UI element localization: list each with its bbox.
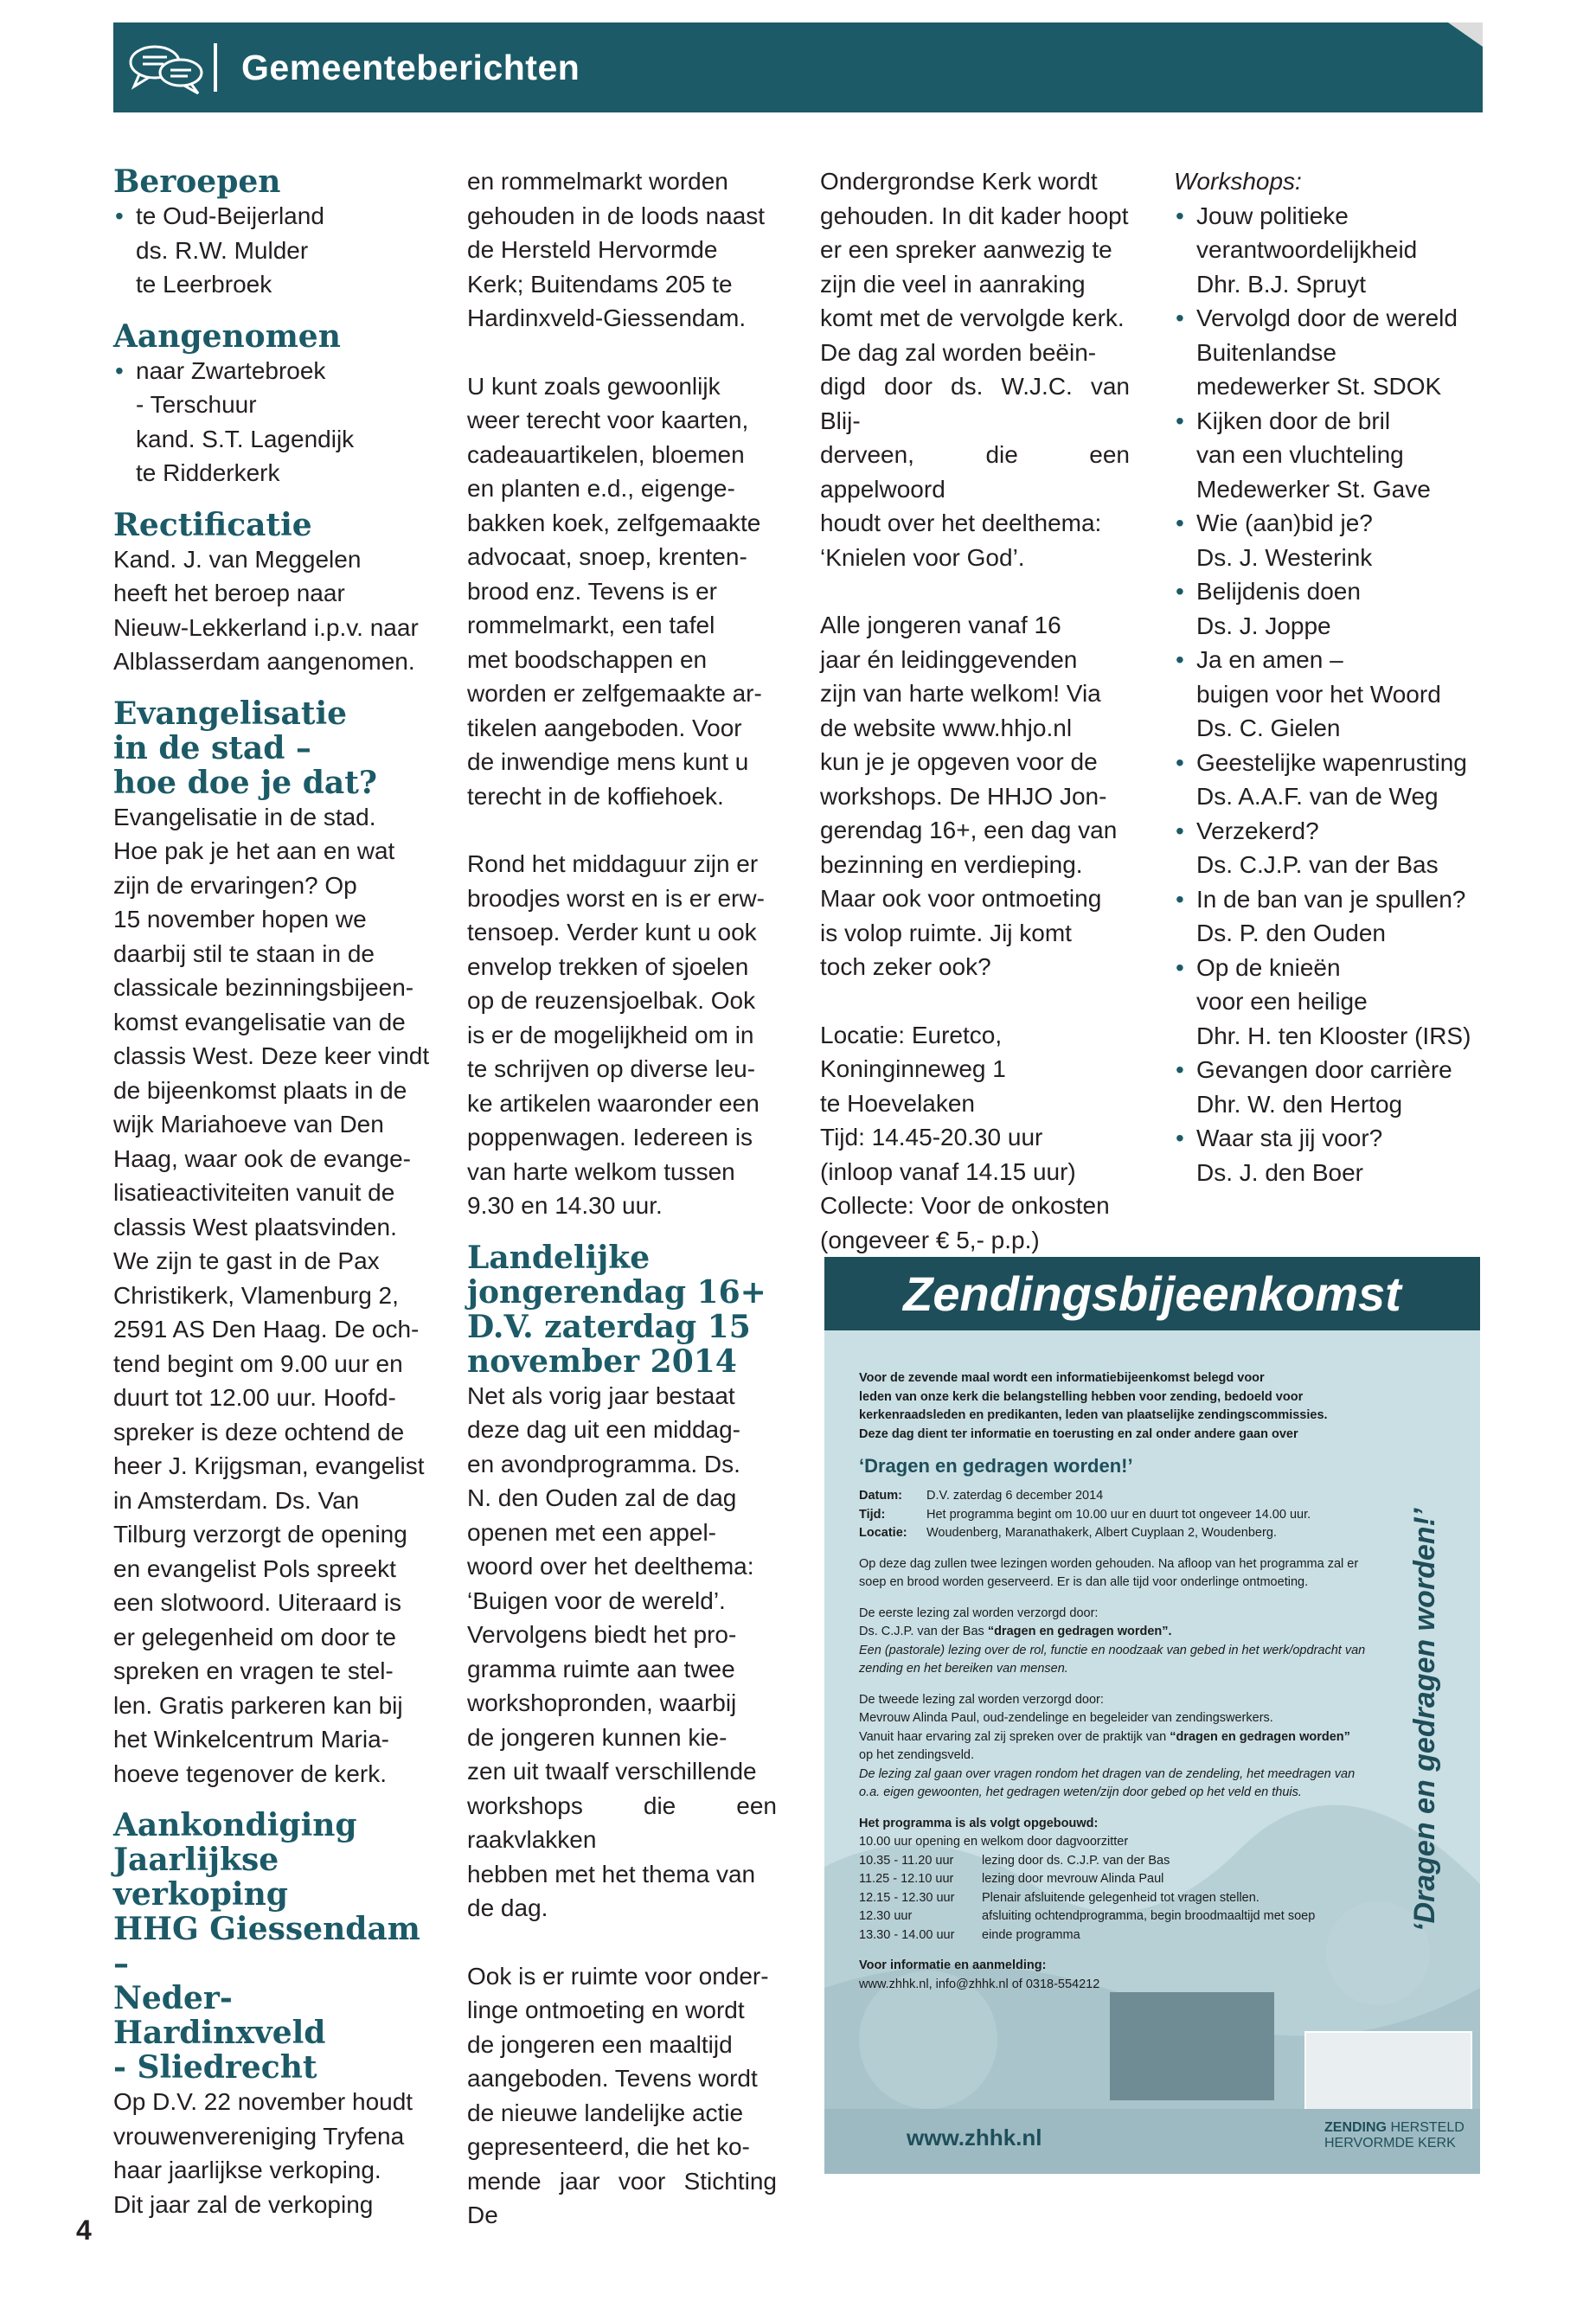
program-row: [859, 1907, 1413, 1926]
lezing-2-speaker: Mevrouw Alinda Paul, oud-zendelinge en begeleider van zendingswerkers.: [859, 1711, 1273, 1725]
text-line: U kunt zoals gewoonlijk: [467, 372, 721, 400]
text-line: spreker is deze ochtend de: [113, 1418, 405, 1445]
speech-bubbles-icon: [127, 40, 205, 95]
text-line: linge ontmoeting en wordt: [467, 1997, 745, 2023]
detail-row: [859, 1506, 1413, 1525]
text-line: bakken koek, zelfgemaakte: [467, 509, 761, 536]
text-line: mende jaar voor Stichting De: [467, 2167, 777, 2228]
info-heading: Voor informatie en aanmelding:: [859, 1958, 1047, 1972]
text-line: te Hoevelaken: [820, 1089, 976, 1117]
text-line: duurt tot 12.00 uur. Hoofd-: [113, 1384, 396, 1411]
program-heading: Het programma is als volgt opgebouwd:: [859, 1816, 1099, 1830]
text-line: Koninginneweg 1: [820, 1055, 1006, 1082]
list-item: [113, 199, 433, 302]
text-line: en planten e.d., eigenge-: [467, 475, 735, 502]
workshop-line: Ds. P. den Ouden: [1196, 920, 1386, 946]
program-item: einde programma: [982, 1927, 1080, 1942]
text-line: Vervolgens biedt het pro-: [467, 1621, 737, 1648]
line: ds. R.W. Mulder: [136, 236, 309, 264]
text-line: in Amsterdam. Ds. Van: [113, 1486, 360, 1514]
workshop-line: • Geestelijke wapenrusting: [1196, 748, 1467, 776]
workshop-item: [1174, 746, 1483, 814]
heading-line: Landelijke: [467, 1239, 651, 1276]
text-line: gepresenteerd, die het ko-: [467, 2133, 750, 2160]
workshop-item: [1174, 301, 1483, 404]
text-line: er een spreker aanwezig te: [820, 236, 1112, 263]
workshop-line: • Belijdenis doen: [1196, 578, 1361, 605]
line: te Oud-Beijerland: [136, 202, 324, 229]
text-line: advocaat, snoep, krenten-: [467, 543, 747, 570]
text-line: komt met de vervolgde kerk.: [820, 304, 1125, 331]
heading-line: hoe doe je dat?: [113, 764, 377, 801]
text-line: hebben met het thema van: [467, 1860, 756, 1888]
text-line: weer terecht voor kaarten,: [467, 407, 749, 433]
text-line: De lezing zal gaan over vragen rondom het dragen van de zendeling, het meedragen van: [859, 1766, 1356, 1781]
jongerendag-details: [820, 1018, 1130, 1258]
text-line: kun je je opgeven voor de: [820, 748, 1098, 775]
text-line: worden er zelfgemaakte ar-: [467, 680, 762, 707]
lezing-1-intro: De eerste lezing zal worden verzorgd door:: [859, 1606, 1099, 1620]
line: kand. S.T. Lagendijk: [136, 425, 355, 452]
lezing-2-end: op het zendingsveld.: [859, 1748, 975, 1762]
workshop-line: voor een heilige: [1196, 988, 1368, 1015]
workshop-line: Dhr. W. den Hertog: [1196, 1090, 1403, 1118]
text-line: workshopronden, waarbij: [467, 1689, 737, 1716]
heading-beroepen: Beroepen: [113, 163, 281, 200]
lezing-1-speaker: [859, 1623, 1413, 1642]
workshop-line: • Wie (aan)bid je?: [1196, 510, 1373, 536]
text-line: komst evangelisatie van de: [113, 1008, 406, 1035]
text-line: gerendag 16+, een dag van: [820, 817, 1118, 843]
lezing-1-description: [859, 1642, 1413, 1679]
workshop-line: • Verzekerd?: [1196, 817, 1319, 844]
text-line: de bijeenkomst plaats in de: [113, 1076, 407, 1104]
poster-website[interactable]: www.zhhk.nl: [907, 2125, 1042, 2150]
heading-line: Neder-Hardinxveld: [113, 1980, 326, 2051]
line: Nieuw-Lekkerland i.p.v. naar: [113, 613, 419, 641]
list-item: [113, 354, 433, 490]
workshop-item: [1174, 1121, 1483, 1189]
text-line: 9.30 en 14.30 uur.: [467, 1192, 663, 1219]
text-line: Kerk; Buitendams 205 te: [467, 270, 733, 298]
text-line: derveen, die een appelwoord: [820, 441, 1130, 503]
text-line: hoeve tegenover de kerk.: [113, 1759, 387, 1787]
text-line: digd door ds. W.J.C. van Blij-: [820, 373, 1130, 434]
text-line: classis West plaatsvinden.: [113, 1213, 397, 1240]
lezing-2-description: [859, 1766, 1413, 1803]
line: Kand. J. van Meggelen: [113, 545, 362, 573]
column-4: [1174, 164, 1483, 1189]
text-line: tend begint om 9.00 uur en: [113, 1349, 403, 1377]
line: naar Zwartebroek: [136, 356, 326, 384]
text-line: haar jaarlijkse verkoping.: [113, 2157, 381, 2183]
column-2: [467, 164, 777, 2233]
text-line: is volop ruimte. Jij komt: [820, 919, 1072, 946]
text-line: terecht in de koffiehoek.: [467, 782, 724, 810]
workshops-list: [1174, 199, 1483, 1190]
program-item: lezing door mevrouw Alinda Paul: [982, 1872, 1164, 1886]
text-line: envelop trekken of sjoelen: [467, 952, 749, 980]
text-line: 15 november hopen we: [113, 906, 367, 933]
workshop-line: • Jouw politieke: [1196, 202, 1349, 229]
poster-vertical-slogan: ‘Dragen en gedragen worden!’: [1408, 1508, 1441, 1932]
program-time: 11.25 - 12.10 uur: [859, 1872, 954, 1886]
text-line: openen met een appel-: [467, 1518, 716, 1546]
workshop-item: [1174, 506, 1483, 574]
text-line: Hardinxveld-Giessendam.: [467, 304, 747, 331]
workshop-item: [1174, 814, 1483, 882]
logo-text: HERVORMDE KERK: [1324, 2136, 1456, 2150]
program-list: [859, 1852, 1413, 1945]
text-line: en avondprogramma. Ds.: [467, 1450, 740, 1477]
text-line: kerkenraadsleden en predikanten, leden van plaatselijke zendingscommissies.: [859, 1408, 1328, 1422]
lezing-title: “dragen en gedragen worden”: [1170, 1729, 1350, 1744]
workshop-line: Ds. C.J.P. van der Bas: [1196, 851, 1439, 878]
header-separator: [214, 43, 217, 92]
text-line: leden van onze kerk die belangstelling hebben voor zending, bedoeld voor: [859, 1389, 1304, 1404]
poster-quote: ‘Dragen en gedragen worden!’: [859, 1455, 1133, 1477]
detail-value: Woudenberg, Maranathakerk, Albert Cuyplaan 2, Woudenberg.: [926, 1526, 1277, 1540]
rectificatie-text: [113, 542, 433, 679]
text-line: broodjes worst en is er erw-: [467, 884, 765, 912]
text-line: Evangelisatie in de stad.: [113, 803, 376, 830]
workshop-line: • Ja en amen –: [1196, 646, 1343, 673]
program-row: [859, 1870, 1413, 1889]
workshop-line: verantwoordelijkheid: [1196, 236, 1418, 263]
text-line: zijn de ervaringen? Op: [113, 871, 357, 899]
zendingsbijeenkomst-poster: [824, 1257, 1480, 2174]
lezing-2-line: [859, 1728, 1413, 1747]
text-line: N. den Ouden zal de dag: [467, 1484, 737, 1511]
text-line: er gelegenheid om door te: [113, 1623, 396, 1650]
verkoping-text-1: [467, 164, 777, 336]
text-line: De dag zal worden beëin-: [820, 338, 1097, 366]
workshop-line: • Op de knieën: [1196, 953, 1341, 981]
text-line: Tilburg verzorgt de opening: [113, 1521, 407, 1548]
aangenomen-list: [113, 354, 433, 490]
text-line: ‘Buigen voor de wereld’.: [467, 1586, 726, 1614]
verkoping-text-2: [467, 369, 777, 814]
text-line: een slotwoord. Uiteraard is: [113, 1589, 402, 1616]
text-line: tikelen aangeboden. Voor: [467, 714, 742, 741]
workshop-item: [1174, 882, 1483, 951]
text-line: jaar én leidinggevenden: [820, 645, 1078, 673]
workshop-line: Medewerker St. Gave: [1196, 475, 1431, 503]
workshop-line: medewerker St. SDOK: [1196, 373, 1442, 400]
photo-people: [1110, 1992, 1274, 2100]
line: te Ridderkerk: [136, 459, 280, 486]
text-line: de dag.: [467, 1894, 548, 1921]
line: heeft het beroep naar: [113, 580, 345, 606]
workshop-item: [1174, 1053, 1483, 1121]
line: Alblasserdam aangenomen.: [113, 648, 415, 675]
lezing-title: “dragen en gedragen worden”.: [987, 1625, 1172, 1638]
text-line: brood enz. Tevens is er: [467, 577, 717, 605]
heading-landelijke-jongerendag: [467, 1240, 777, 1379]
poster-details: [859, 1487, 1413, 1543]
text: Vanuit haar ervaring zal zij spreken over de praktijk van: [859, 1729, 1167, 1744]
detail-label: Locatie:: [859, 1526, 907, 1540]
text-line: houdt over het deelthema:: [820, 510, 1102, 536]
info-contact: www.zhhk.nl, info@zhhk.nl of 0318-554212: [859, 1977, 1100, 1991]
text-line: workshops. De HHJO Jon-: [820, 782, 1107, 810]
jongerendag-text-2: [467, 1959, 777, 2233]
text-line: te schrijven op diverse leu-: [467, 1055, 756, 1082]
workshop-item: [1174, 404, 1483, 507]
program-time: 10.35 - 11.20 uur: [859, 1853, 954, 1868]
text-line: rommelmarkt, een tafel: [467, 612, 715, 638]
workshop-line: Ds. C. Gielen: [1196, 715, 1341, 741]
detail-value: Het programma begint om 10.00 uur en duurt tot ongeveer 14.00 uur.: [926, 1507, 1311, 1522]
beroepen-list: [113, 199, 433, 302]
text-line: Ook is er ruimte voor onder-: [467, 1962, 769, 1990]
text-line: ke artikelen waaronder een: [467, 1089, 760, 1117]
workshops-heading: Workshops:: [1174, 168, 1302, 195]
heading-line: Aankondiging: [113, 1807, 357, 1843]
text-line: (inloop vanaf 14.15 uur): [820, 1157, 1076, 1185]
text-line: heer J. Krijgsman, evangelist: [113, 1452, 425, 1479]
text-line: de jongeren een maaltijd: [467, 2030, 733, 2058]
text-line: Collecte: Voor de onkosten: [820, 1192, 1110, 1219]
text-line: het Winkelcentrum Maria-: [113, 1726, 389, 1753]
poster-body: [859, 1369, 1413, 1994]
text-line: Maar ook voor ontmoeting: [820, 885, 1102, 912]
heading-aangenomen: Aangenomen: [113, 317, 341, 355]
workshop-line: • Kijken door de bril: [1196, 407, 1391, 434]
text-line: spreken en vragen te stel-: [113, 1657, 394, 1684]
line: te Leerbroek: [136, 271, 272, 298]
program-item: lezing door ds. C.J.P. van der Bas: [982, 1853, 1170, 1868]
workshop-line: • Gevangen door carrière: [1196, 1056, 1452, 1083]
text-line: met boodschappen en: [467, 645, 708, 673]
text-line: ‘Knielen voor God’.: [820, 543, 1025, 571]
text-line: Ondergrondse Kerk wordt: [820, 168, 1098, 195]
workshop-line: Ds. J. den Boer: [1196, 1158, 1363, 1186]
speaker: Ds. C.J.P. van der Bas: [859, 1625, 984, 1638]
text-line: op de reuzensjoelbak. Ook: [467, 987, 756, 1014]
text-line: Tijd: 14.45-20.30 uur: [820, 1124, 1043, 1150]
program-time: 12.30 uur: [859, 1909, 913, 1923]
text-line: is er de mogelijkheid om in: [467, 1021, 754, 1048]
text-line: len. Gratis parkeren kan bij: [113, 1691, 403, 1719]
text-line: workshops die een raakvlakken: [467, 1791, 777, 1853]
text-line: 2591 AS Den Haag. De och-: [113, 1316, 420, 1343]
text-line: toch zeker ook?: [820, 953, 991, 980]
evangelisatie-text: [113, 800, 433, 1791]
text-line: Rond het middaguur zijn er: [467, 850, 759, 877]
program-row: [859, 1889, 1413, 1908]
text-line: soep en brood worden geserveerd. Er is dan alle tijd voor onderlinge ontmoeting.: [859, 1575, 1309, 1589]
heading-line: in de stad –: [113, 729, 311, 766]
detail-label: Tijd:: [859, 1507, 886, 1522]
text-line: vrouwenvereniging Tryfena: [113, 2122, 405, 2150]
text-line: gramma ruimte aan twee: [467, 1655, 735, 1682]
section-title: Gemeenteberichten: [241, 48, 580, 87]
heading-line: Jaarlijkse verkoping: [113, 1842, 288, 1913]
text-line: cadeauartikelen, bloemen: [467, 440, 745, 468]
text-line: Op D.V. 22 november houdt: [113, 2088, 413, 2115]
program-row: [859, 1926, 1413, 1945]
program-time: 12.15 - 12.30 uur: [859, 1890, 955, 1905]
text-line: gehouden in de loods naast: [467, 202, 766, 229]
text-line: Net als vorig jaar bestaat: [467, 1381, 735, 1409]
aankondiging-text: [113, 2085, 433, 2221]
heading-line: Evangelisatie: [113, 695, 348, 732]
program-first: 10.00 uur opening en welkom door dagvoorzitter: [859, 1835, 1129, 1849]
workshop-line: Ds. J. Westerink: [1196, 543, 1373, 571]
heading-line: jongerendag 16+: [467, 1273, 766, 1311]
text-line: wijk Mariahoeve van Den: [113, 1111, 384, 1138]
text-line: lisatieactiviteiten vanuit de: [113, 1179, 395, 1206]
line: - Terschuur: [136, 391, 257, 418]
text-line: gehouden. In dit kader hoopt: [820, 202, 1129, 229]
text-line: de jongeren kunnen kie-: [467, 1723, 727, 1751]
text-line: de inwendige mens kunt u: [467, 748, 749, 775]
text-line: de website www.hhjo.nl: [820, 714, 1073, 741]
text-line: daarbij stil te staan in de: [113, 939, 375, 967]
detail-label: Datum:: [859, 1489, 902, 1503]
text-line: classis West. Deze keer vindt: [113, 1042, 430, 1069]
text-line: en evangelist Pols spreekt: [113, 1554, 396, 1582]
verkoping-text-3: [467, 847, 777, 1223]
header-corner: [1448, 22, 1483, 47]
poster-title: Zendingsbijeenkomst: [903, 1266, 1401, 1321]
jongerendag-text-3: [820, 164, 1130, 574]
text-line: woord over het deelthema:: [467, 1553, 754, 1580]
text-line: classicale bezinningsbijeen-: [113, 974, 414, 1001]
workshop-line: • Vervolgd door de wereld: [1196, 304, 1458, 331]
text-line: bezinning en verdieping.: [820, 850, 1083, 878]
detail-row: [859, 1487, 1413, 1506]
text-line: Haag, waar ook de evange-: [113, 1144, 411, 1172]
text-line: Een (pastorale) lezing over de rol, functie en noodzaak van gebed in het werk/opdracht van: [859, 1643, 1366, 1657]
text-line: en rommelmarkt worden: [467, 168, 728, 195]
text-line: zen uit twaalf verschillende: [467, 1758, 757, 1785]
workshop-item: [1174, 951, 1483, 1054]
workshop-item: [1174, 199, 1483, 302]
text-line: van harte welkom tussen: [467, 1157, 735, 1185]
workshop-line: Ds. J. Joppe: [1196, 612, 1331, 639]
page-number: 4: [76, 2214, 92, 2246]
text-line: aangeboden. Tevens wordt: [467, 2065, 758, 2092]
zending-logo: [1324, 2120, 1465, 2151]
poster-paragraph: [859, 1555, 1413, 1593]
workshop-item: [1174, 574, 1483, 643]
heading-line: november 2014: [467, 1343, 737, 1380]
workshop-line: buigen voor het Woord: [1196, 680, 1441, 708]
text-line: poppenwagen. Iedereen is: [467, 1124, 753, 1150]
text-line: We zijn te gast in de Pax: [113, 1247, 380, 1274]
detail-value: D.V. zaterdag 6 december 2014: [926, 1489, 1104, 1503]
lezing-2-intro: De tweede lezing zal worden verzorgd door:: [859, 1692, 1104, 1707]
text-line: Dit jaar zal de verkoping: [113, 2190, 374, 2218]
text-line: de Hersteld Hervormde: [467, 236, 718, 263]
workshop-line: van een vluchteling: [1196, 441, 1404, 468]
workshop-line: Dhr. B.J. Spruyt: [1196, 270, 1367, 298]
text-line: Locatie: Euretco,: [820, 1021, 1003, 1048]
workshop-item: [1174, 643, 1483, 746]
heading-rectificatie: Rectificatie: [113, 506, 312, 543]
heading-line: D.V. zaterdag 15: [467, 1308, 751, 1345]
workshop-line: Ds. A.A.F. van de Weg: [1196, 783, 1439, 810]
workshop-line: • In de ban van je spullen?: [1196, 885, 1466, 913]
poster-intro: [859, 1369, 1413, 1444]
heading-line: HHG Giessendam –: [113, 1911, 420, 1982]
text-line: Alle jongeren vanaf 16: [820, 612, 1061, 638]
detail-row: [859, 1524, 1413, 1543]
text-line: (ongeveer € 5,- p.p.): [820, 1226, 1040, 1253]
workshop-line: • Waar sta jij voor?: [1196, 1125, 1383, 1151]
heading-aankondiging: [113, 1808, 433, 2085]
text-line: Christikerk, Vlamenburg 2,: [113, 1281, 399, 1309]
jongerendag-text-4: [820, 608, 1130, 984]
program-time: 13.30 - 14.00 uur: [859, 1927, 955, 1942]
text-line: o.a. eigen gewoonten, het gedragen weten/zijn door gebed op het veld en thuis.: [859, 1785, 1302, 1799]
text-line: de nieuwe landelijke actie: [467, 2099, 744, 2126]
column-3: [820, 164, 1130, 1257]
text-line: Voor de zevende maal wordt een informatiebijeenkomst belegd voor: [859, 1371, 1265, 1385]
section-header: [113, 22, 1483, 112]
heading-evangelisatie: [113, 696, 433, 800]
program-item: afsluiting ochtendprogramma, begin broodmaaltijd met soep: [982, 1909, 1316, 1923]
column-1: [113, 164, 433, 2221]
text-line: Hoe pak je het aan en wat: [113, 837, 395, 864]
text-line: tensoep. Verder kunt u ook: [467, 919, 757, 945]
workshop-line: Dhr. H. ten Klooster (IRS): [1196, 1022, 1471, 1049]
text-line: Deze dag dient ter informatie en toerusting en zal onder andere gaan over: [859, 1426, 1298, 1441]
workshop-line: Buitenlandse: [1196, 338, 1336, 366]
program-item: Plenair afsluitende gelegenheid tot vragen stellen.: [982, 1890, 1259, 1905]
text-line: deze dag uit een middag-: [467, 1416, 740, 1443]
photo-group: [1304, 2031, 1472, 2117]
text-line: zijn die veel in aanraking: [820, 270, 1086, 298]
jongerendag-text: [467, 1379, 777, 1926]
text-line: zending en het bereiken van mensen.: [859, 1662, 1068, 1676]
text-line: Op deze dag zullen twee lezingen worden gehouden. Na afloop van het programma zal er: [859, 1556, 1359, 1571]
text-line: zijn van harte welkom! Via: [820, 680, 1101, 707]
program-row: [859, 1852, 1413, 1871]
logo-word: ZENDING: [1324, 2120, 1387, 2135]
heading-line: - Sliedrecht: [113, 2049, 317, 2086]
logo-text: HERSTELD: [1390, 2120, 1465, 2135]
